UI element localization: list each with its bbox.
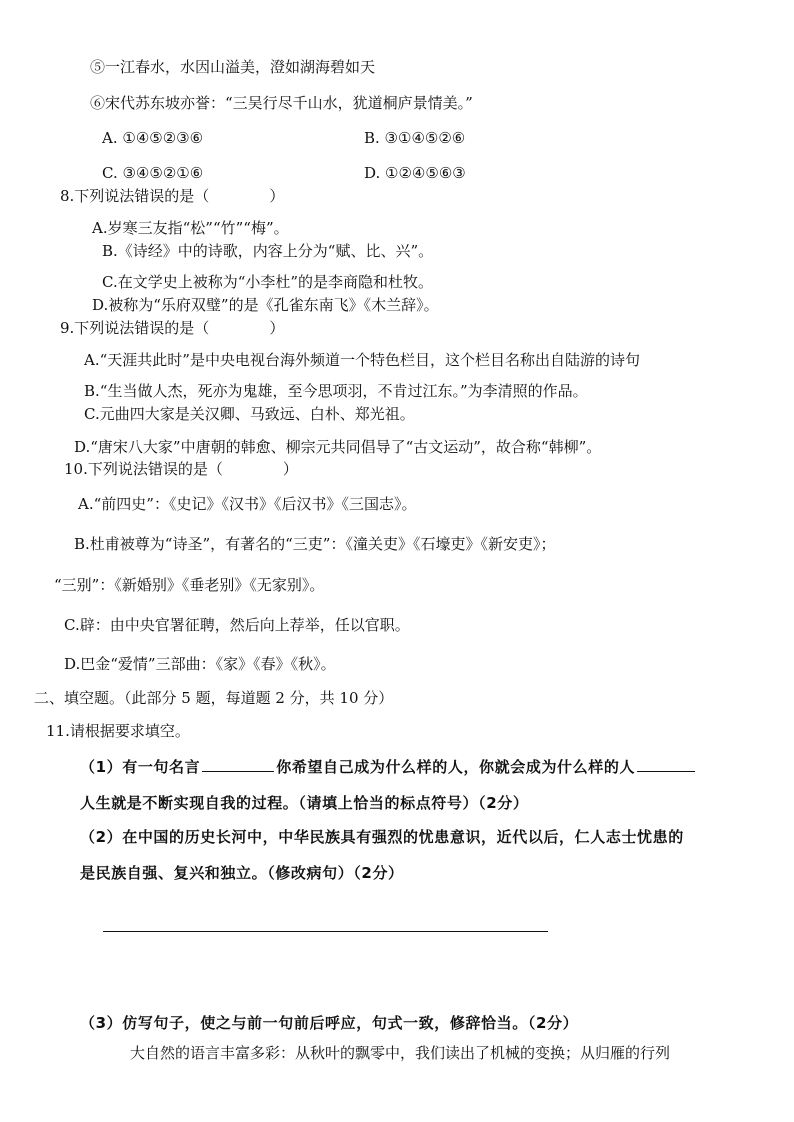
q11-stem: 11.请根据要求填空。 [46,722,190,740]
q11-part1-line2: 人生就是不断实现自我的过程。（请填上恰当的标点符号）（2分） [80,794,529,812]
q10-stem: 10.下列说法错误的是（ ） [64,460,298,478]
q7-item-6: ⑥宋代苏东坡亦誉：“三吴行尽千山水，犹道桐庐景情美。” [90,94,473,112]
q9-option-b: B.“生当做人杰，死亦为鬼雄，至今思项羽，不肯过江东。”为李清照的作品。 [84,382,588,400]
q7-item-5: ⑤一江春水，水因山溢美，澄如湖海碧如天 [90,58,376,76]
q9-option-a: A.“天涯共此时”是中央电视台海外频道一个特色栏目，这个栏目名称出自陆游的诗句 [84,351,640,369]
q11-part1-quote: 你希望自己成为什么样的人，你就会成为什么样的人 [276,758,636,776]
q11-part1-line1 [80,757,697,777]
q8-option-c: C.在文学史上被称为“小李杜”的是李商隐和杜牧。 [102,273,434,291]
q9-stem: 9.下列说法错误的是（ ） [60,319,285,337]
q9-option-c: C.元曲四大家是关汉卿、马致远、白朴、郑光祖。 [84,405,415,423]
q7-option-b: B. ③①④⑤②⑥ [364,129,466,147]
q10-option-b: B.杜甫被尊为“诗圣”，有著名的“三吏”：《潼关吏》《石壕吏》《新安吏》； [74,535,556,553]
q10-option-d: D.巴金“爱情”三部曲：《家》《春》《秋》。 [64,655,336,673]
q11-part1-prefix: （1）有一句名言 [80,758,201,776]
q11-part2-line2: 是民族自强、复兴和独立。（修改病句）（2分） [80,864,404,882]
q11-part3-instruction: （3）仿写句子，使之与前一句前后呼应，句式一致，修辞恰当。（2分） [80,1014,579,1032]
q9-option-d: D.“唐宋八大家”中唐朝的韩愈、柳宗元共同倡导了“古文运动”，故合称“韩柳”。 [74,438,602,456]
q8-option-a: A.岁寒三友指“松”“竹”“梅”。 [92,219,289,237]
section-2-heading: 二、填空题。（此部分 5 题，每道题 2 分，共 10 分） [34,689,394,707]
answer-blank-2[interactable] [637,757,695,772]
q8-option-b: B.《诗经》中的诗歌，内容上分为“赋、比、兴”。 [102,242,434,260]
q10-option-a: A.“前四史”：《史记》《汉书》《后汉书》《三国志》。 [78,495,417,513]
q10-option-c: C.辟：由中央官署征聘，然后向上荐举，任以官职。 [64,616,410,634]
q11-part3-text: 大自然的语言丰富多彩：从秋叶的飘零中，我们读出了机械的变换；从归雁的行列 [130,1044,671,1062]
q10-option-b-cont: “三别”：《新婚别》《垂老别》《无家别》。 [54,576,325,594]
q11-part2-line1: （2）在中国的历史长河中，中华民族具有强烈的忧患意识，近代以后，仁人志士忧患的 [80,828,684,846]
answer-line[interactable] [103,931,548,932]
q7-option-c: C. ③④⑤②①⑥ [102,164,204,182]
answer-blank-1[interactable] [202,757,274,772]
q8-stem: 8.下列说法错误的是（ ） [60,187,285,205]
q7-option-a: A. ①④⑤②③⑥ [102,129,204,147]
q7-option-d: D. ①②④⑤⑥③ [364,164,466,182]
q8-option-d: D.被称为“乐府双璧”的是《孔雀东南飞》《木兰辞》。 [92,296,439,314]
